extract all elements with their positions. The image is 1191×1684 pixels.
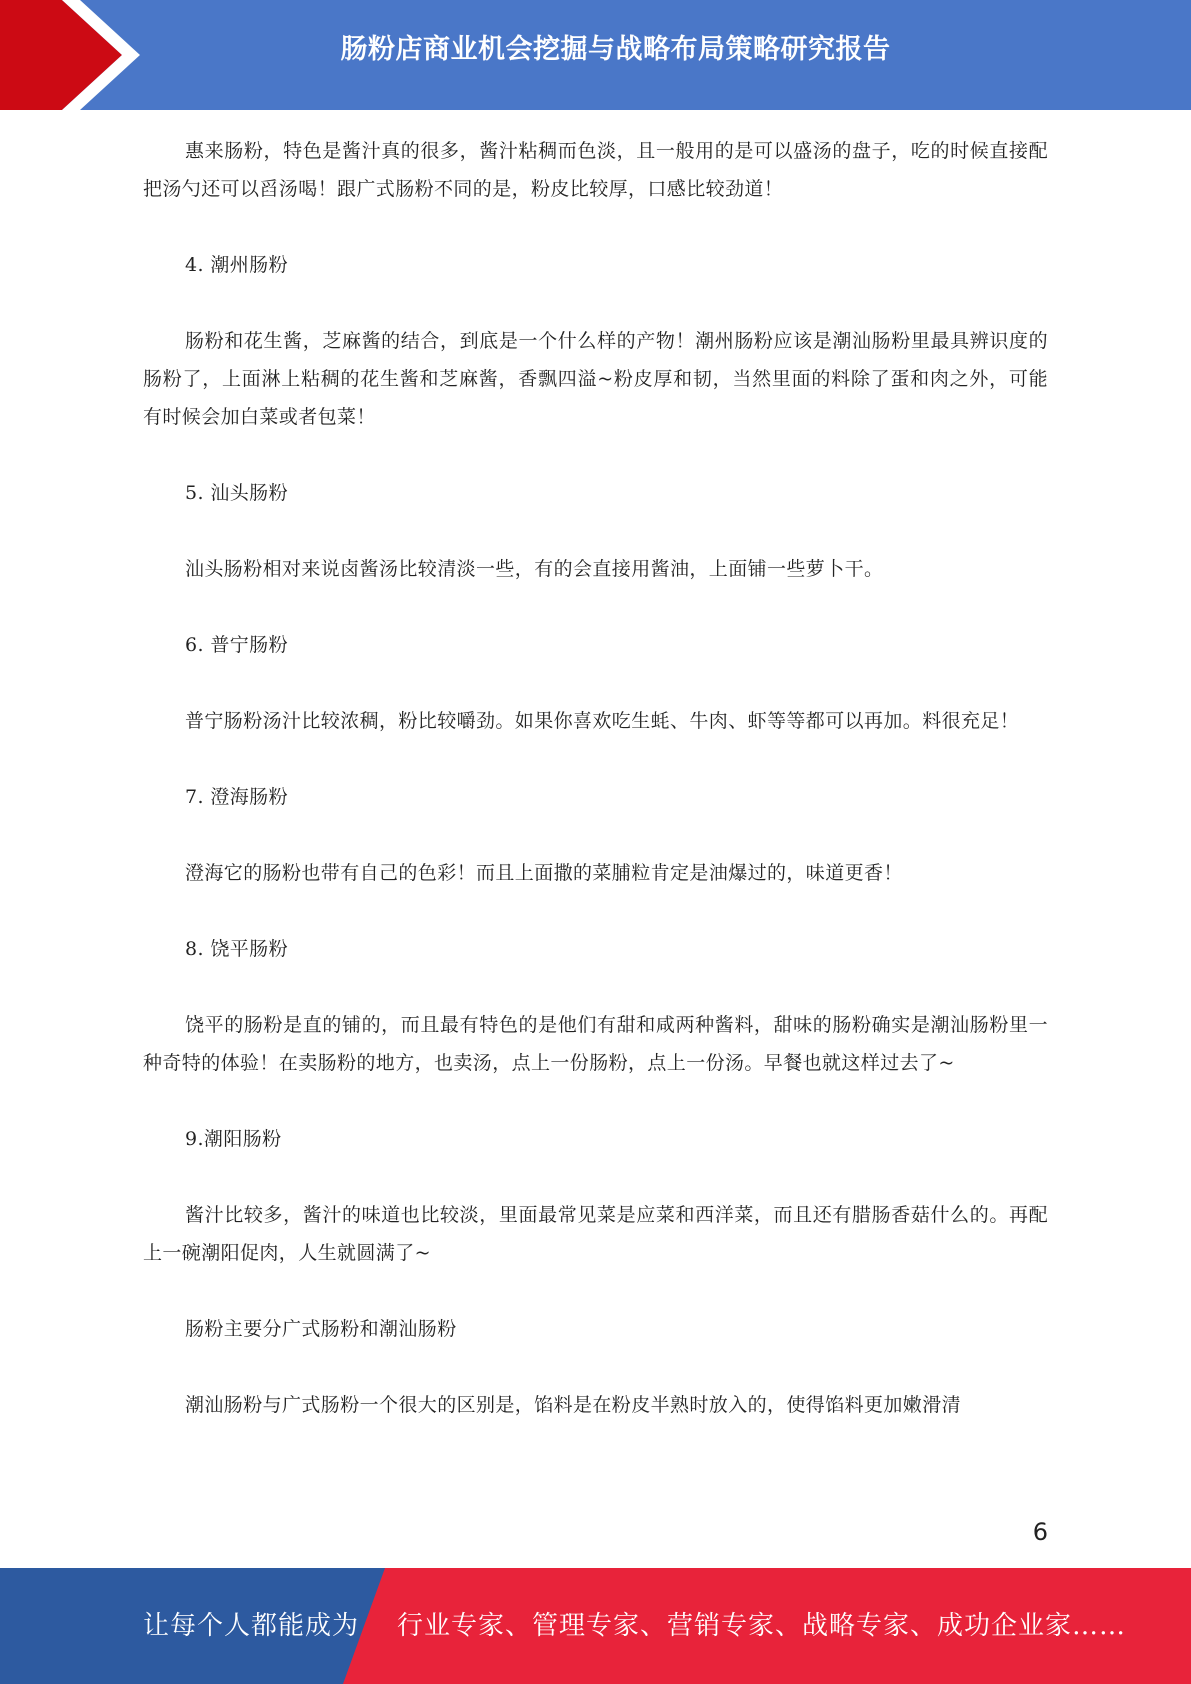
section-heading-chaoyang: 9.潮阳肠粉 [185, 1128, 282, 1150]
paragraph-categories: 潮汕肠粉与广式肠粉一个很大的区别是，馅料是在粉皮半熟时放入的，使得馅料更加嫩滑清 [185, 1394, 962, 1416]
document-body [143, 132, 1048, 1462]
paragraph-chaoyang: 酱汁比较多，酱汁的味道也比较淡，里面最常见菜是应菜和西洋菜，而且还有腊肠香菇什么的。再配上一碗潮阳促肉，人生就圆满了~ [143, 1204, 1048, 1264]
page-header [0, 0, 1191, 110]
footer-slogan-right: 行业专家、管理专家、营销专家、战略专家、成功企业家…… [397, 1611, 1127, 1641]
page-number: 6 [1032, 1518, 1048, 1546]
paragraph-shantou: 汕头肠粉相对来说卤酱汤比较清淡一些，有的会直接用酱油，上面铺一些萝卜干。 [185, 558, 884, 580]
paragraph-huilai: 惠来肠粉，特色是酱汁真的很多，酱汁粘稠而色淡，且一般用的是可以盛汤的盘子，吃的时候直接配把汤勺还可以舀汤喝！跟广式肠粉不同的是，粉皮比较厚，口感比较劲道！ [143, 140, 1048, 200]
paragraph-chenghai: 澄海它的肠粉也带有自己的色彩！而且上面撒的菜脯粒肯定是油爆过的，味道更香！ [185, 862, 903, 884]
footer-slogan-left: 让每个人都能成为 [143, 1611, 360, 1641]
page-footer [0, 1568, 1191, 1684]
paragraph-puning: 普宁肠粉汤汁比较浓稠，粉比较嚼劲。如果你喜欢吃生蚝、牛肉、虾等等都可以再加。料很充足！ [185, 710, 1020, 732]
section-heading-shantou: 5. 汕头肠粉 [185, 482, 288, 504]
section-heading-chenghai: 7. 澄海肠粉 [185, 786, 288, 808]
header-chevron-decoration [0, 0, 160, 110]
section-heading-raoping: 8. 饶平肠粉 [185, 938, 288, 960]
paragraph-chaozhou: 肠粉和花生酱，芝麻酱的结合，到底是一个什么样的产物！潮州肠粉应该是潮汕肠粉里最具辨识度的肠粉了，上面淋上粘稠的花生酱和芝麻酱，香飘四溢~粉皮厚和韧，当然里面的料除了蛋和肉之外，可能有时候会加白菜或者包菜！ [143, 330, 1048, 428]
section-heading-puning: 6. 普宁肠粉 [185, 634, 288, 656]
report-title: 肠粉店商业机会挖掘与战略布局策略研究报告 [340, 34, 891, 65]
section-heading-chaozhou: 4. 潮州肠粉 [185, 254, 288, 276]
paragraph-raoping: 饶平的肠粉是直的铺的，而且最有特色的是他们有甜和咸两种酱料，甜味的肠粉确实是潮汕肠粉里一种奇特的体验！在卖肠粉的地方，也卖汤，点上一份肠粉，点上一份汤。早餐也就这样过去了~ [143, 1014, 1048, 1074]
section-heading-categories: 肠粉主要分广式肠粉和潮汕肠粉 [185, 1318, 457, 1340]
